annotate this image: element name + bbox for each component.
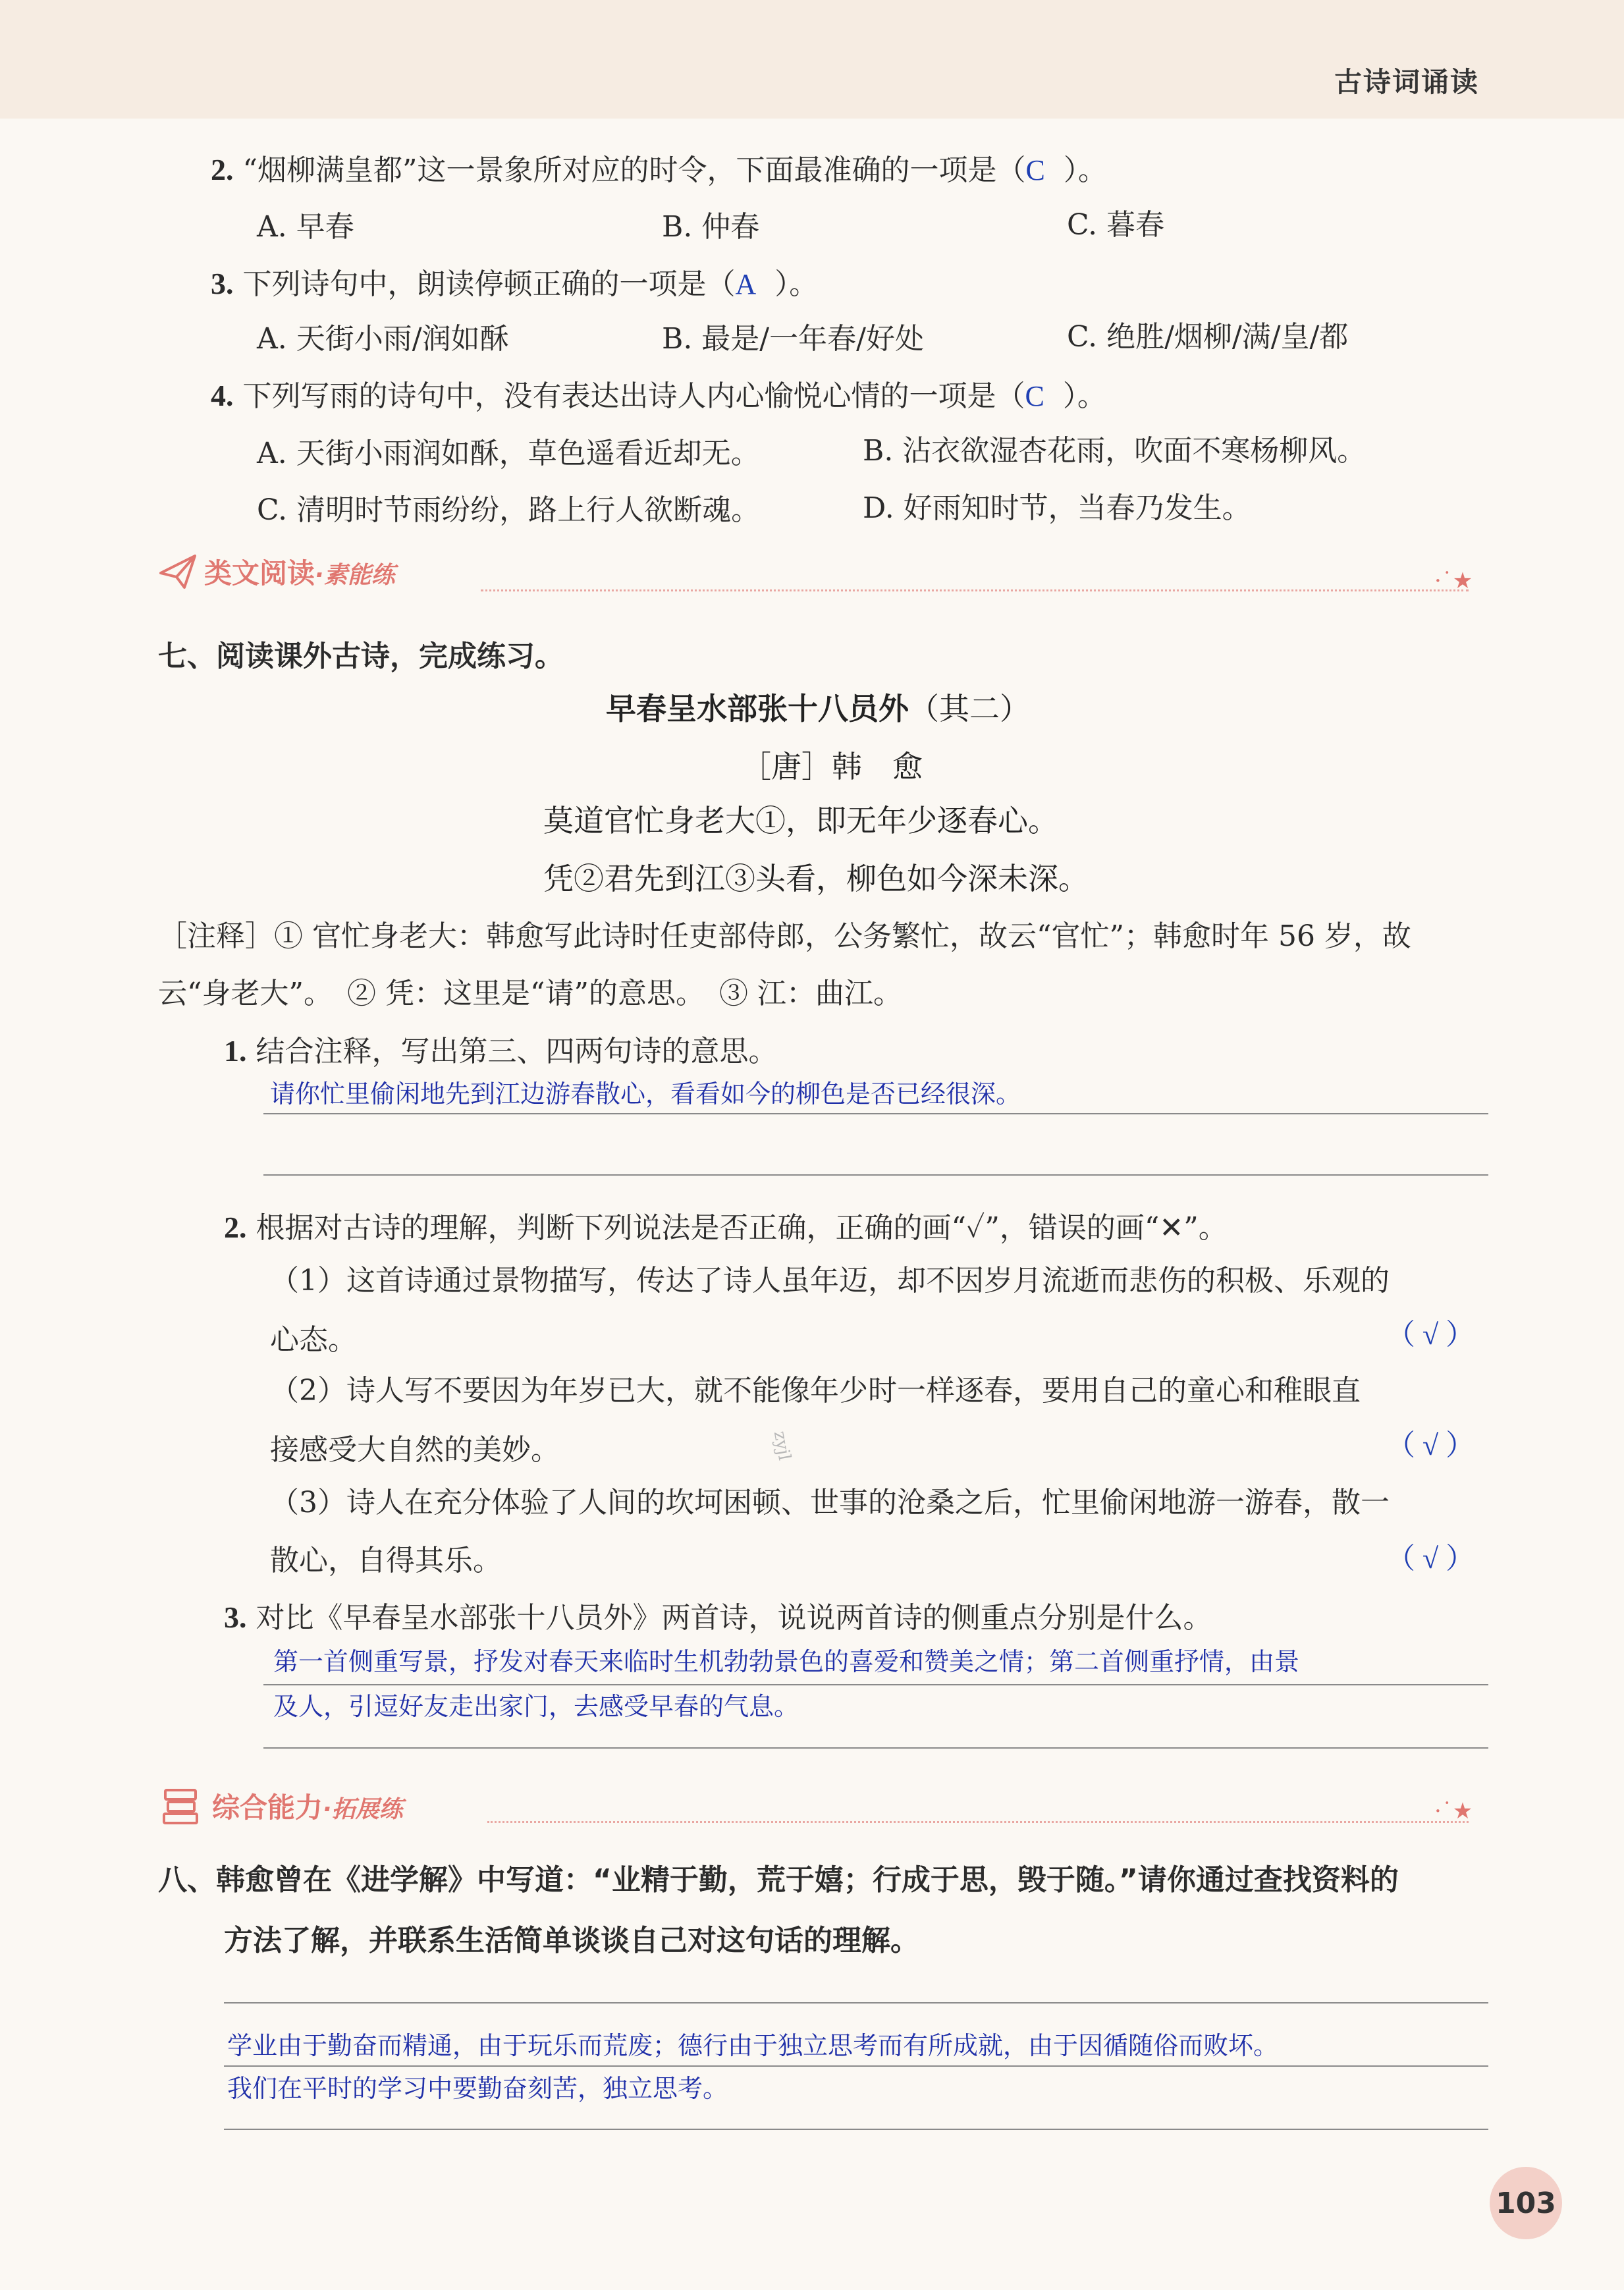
judge-item-1-line1: （1）这首诗通过景物描写，传达了诗人虽年迈，却不因岁月流逝而悲伤的积极、乐观的 [270, 1264, 1390, 1297]
notes-line-2: 云“身老大”。 ② 凭：这里是“请”的意思。 ③ 江：曲江。 [158, 977, 902, 1010]
section-divider [487, 1821, 1469, 1823]
question-4: 4. 下列写雨的诗句中，没有表达出诗人内心愉悦心情的一项是（C ）。 [211, 379, 1106, 413]
poem-line-1: 莫道官忙身老大①，即无年少逐春心。 [543, 803, 1058, 838]
q2-option-b: B. 仲春 [662, 210, 760, 244]
q2-option-c: C. 暮春 [1067, 208, 1165, 242]
star-icon: ·˙★ [1434, 1798, 1473, 1824]
q3-option-a: A. 天街小雨/润如酥 [257, 322, 509, 356]
judge-item-2-line2: 接感受大自然的美妙。 [270, 1433, 560, 1467]
poem-title: 早春呈水部张十八员外（其二） [606, 691, 1030, 726]
answer-q8-line1: 学业由于勤奋而精通，由于玩乐而荒废；德行由于独立思考而有所成就，由于因循随俗而败坏。 [227, 2031, 1279, 2060]
judge-item-2-line1: （2）诗人写不要因为年岁已大，就不能像年少时一样逐春，要用自己的童心和稚眼直 [270, 1374, 1361, 1407]
answer-line [263, 1684, 1488, 1685]
question-3: 3. 下列诗句中，朗读停顿正确的一项是（A ）。 [211, 267, 819, 301]
notes-line-1: ［注释］① 官忙身老大：韩愈写此诗时任吏部侍郎，公务繁忙，故云“官忙”；韩愈时年 56 岁，故 [158, 919, 1411, 953]
header-title: 古诗词诵读 [1334, 66, 1479, 98]
q2-option-a: A. 早春 [257, 210, 354, 244]
answer-line [263, 1174, 1488, 1176]
answer-q8-line2: 我们在平时的学习中要勤奋刻苦，独立思考。 [227, 2074, 728, 2103]
q4-option-b: B. 沾衣欲湿杏花雨，吹面不寒杨柳风。 [863, 434, 1367, 468]
judge-item-1-line2: 心态。 [270, 1323, 357, 1357]
q4-option-c: C. 清明时节雨纷纷，路上行人欲断魂。 [257, 493, 761, 527]
answer-p3-line1: 第一首侧重写景，抒发对春天来临时生机勃勃景色的喜爱和赞美之情；第二首侧重抒情，由景 [273, 1647, 1300, 1676]
answer-q3: A [735, 268, 757, 300]
poem-line-2: 凭②君先到江③头看，柳色如今深未深。 [543, 861, 1089, 896]
judge-item-3-line1: （3）诗人在充分体验了人间的坎坷困顿、世事的沧桑之后，忙里偷闲地游一游春，散一 [270, 1486, 1390, 1519]
answer-line [224, 2065, 1488, 2067]
poem-author: ［唐］韩 愈 [741, 749, 923, 784]
question-8-line2: 方法了解，并联系生活简单谈谈自己对这句话的理解。 [224, 1924, 919, 1957]
subquestion-1: 1. 结合注释，写出第三、四两句诗的意思。 [224, 1034, 778, 1068]
paper-plane-icon [158, 553, 198, 593]
judge-item-2-mark: （ √ ） [1386, 1429, 1475, 1461]
judge-item-1-mark: （ √ ） [1386, 1319, 1475, 1351]
question-8-line1: 八、韩愈曾在《进学解》中写道：“业精于勤，荒于嬉；行成于思，毁于随。”请你通过查找资料的 [158, 1863, 1399, 1897]
answer-line [224, 2002, 1488, 2004]
answer-q4: C [1025, 380, 1044, 412]
question-2: 2. “烟柳满皇都”这一景象所对应的时令，下面最准确的一项是（C ）。 [211, 153, 1107, 187]
section-divider [481, 589, 1469, 591]
section-title-reading: 类文阅读·素能练 [204, 557, 395, 589]
answer-p3-line2: 及人，引逗好友走出家门，去感受早春的气息。 [273, 1692, 799, 1721]
star-icon: ·˙★ [1434, 568, 1473, 594]
answer-line [224, 2129, 1488, 2130]
q4-option-a: A. 天街小雨润如酥，草色遥看近却无。 [257, 437, 760, 470]
answer-line [263, 1113, 1488, 1114]
answer-q2: C [1025, 154, 1045, 186]
judge-item-3-line2: 散心，自得其乐。 [270, 1544, 502, 1577]
answer-line [263, 1747, 1488, 1749]
question-7-title: 七、阅读课外古诗，完成练习。 [158, 640, 564, 673]
answer-p1: 请你忙里偷闲地先到江边游春散心，看看如今的柳色是否已经很深。 [270, 1079, 1021, 1108]
books-icon [161, 1786, 202, 1830]
judge-item-3-mark: （ √ ） [1386, 1542, 1475, 1575]
section-title-extension: 综合能力·拓展练 [212, 1791, 403, 1824]
page-number: 103 [1490, 2167, 1562, 2239]
subquestion-2: 2. 根据对古诗的理解，判断下列说法是否正确，正确的画“✓”，错误的画“✕”。 [224, 1211, 1228, 1245]
subquestion-3: 3. 对比《早春呈水部张十八员外》两首诗，说说两首诗的侧重点分别是什么。 [224, 1600, 1212, 1635]
q4-option-d: D. 好雨知时节，当春乃发生。 [863, 491, 1251, 525]
watermark: zyjl [769, 1429, 795, 1462]
q3-option-b: B. 最是/一年春/好处 [662, 322, 924, 356]
page-header [0, 0, 1624, 119]
q3-option-c: C. 绝胜/烟柳/满/皇/都 [1067, 320, 1349, 354]
